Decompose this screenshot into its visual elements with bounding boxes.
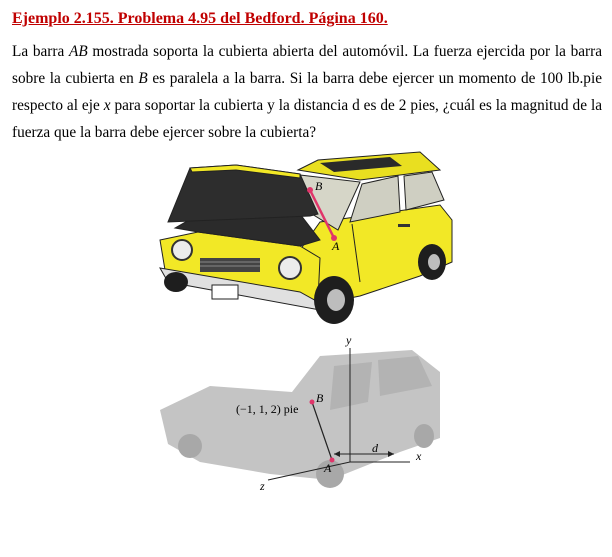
diagram-label-b: B: [316, 391, 324, 405]
rod-point-b: [307, 187, 313, 193]
text-span: La barra: [12, 43, 69, 60]
point-b-coordinates: (−1, 1, 2) pie: [236, 402, 299, 416]
license-plate: [212, 285, 238, 299]
axis-label-x: x: [103, 97, 111, 114]
door-handle: [398, 224, 410, 227]
axis-y-label: y: [346, 333, 352, 347]
diagram-point-b: [310, 400, 315, 405]
side-window-rear: [404, 172, 444, 210]
page-title: Ejemplo 2.155. Problema 4.95 del Bedford. Página 160.: [12, 10, 388, 27]
point-label-b: B: [138, 70, 148, 87]
diagram-label-a: A: [324, 461, 332, 475]
headlight-left: [172, 240, 192, 260]
text-span: mostrada soporta la cubierta abierta del automóvil. La fuerza ejercida por la barra sobre la cubierta en: [12, 43, 602, 87]
headlight-right: [279, 257, 301, 279]
car-label-b: B: [315, 179, 323, 193]
axis-z-label: z: [260, 479, 265, 493]
text-span: para soportar la cubierta y la distancia d es de 2 pies, ¿cuál es la magnitud de la fuerza que la barra debe ejercer sobre la cubierta?: [12, 97, 602, 141]
text-span: es paralela a la barra. Si la barra debe ejercer un momento de 100 lb.pie respecto al eje: [12, 70, 602, 114]
grille: [200, 258, 260, 272]
gray-car-silhouette: [160, 350, 440, 488]
rod-label-ab: AB: [68, 43, 88, 60]
car-label-a: A: [332, 239, 340, 253]
wheel-front-left: [164, 272, 188, 292]
distance-d-label: d: [372, 441, 378, 455]
axis-x-label: x: [416, 449, 422, 463]
